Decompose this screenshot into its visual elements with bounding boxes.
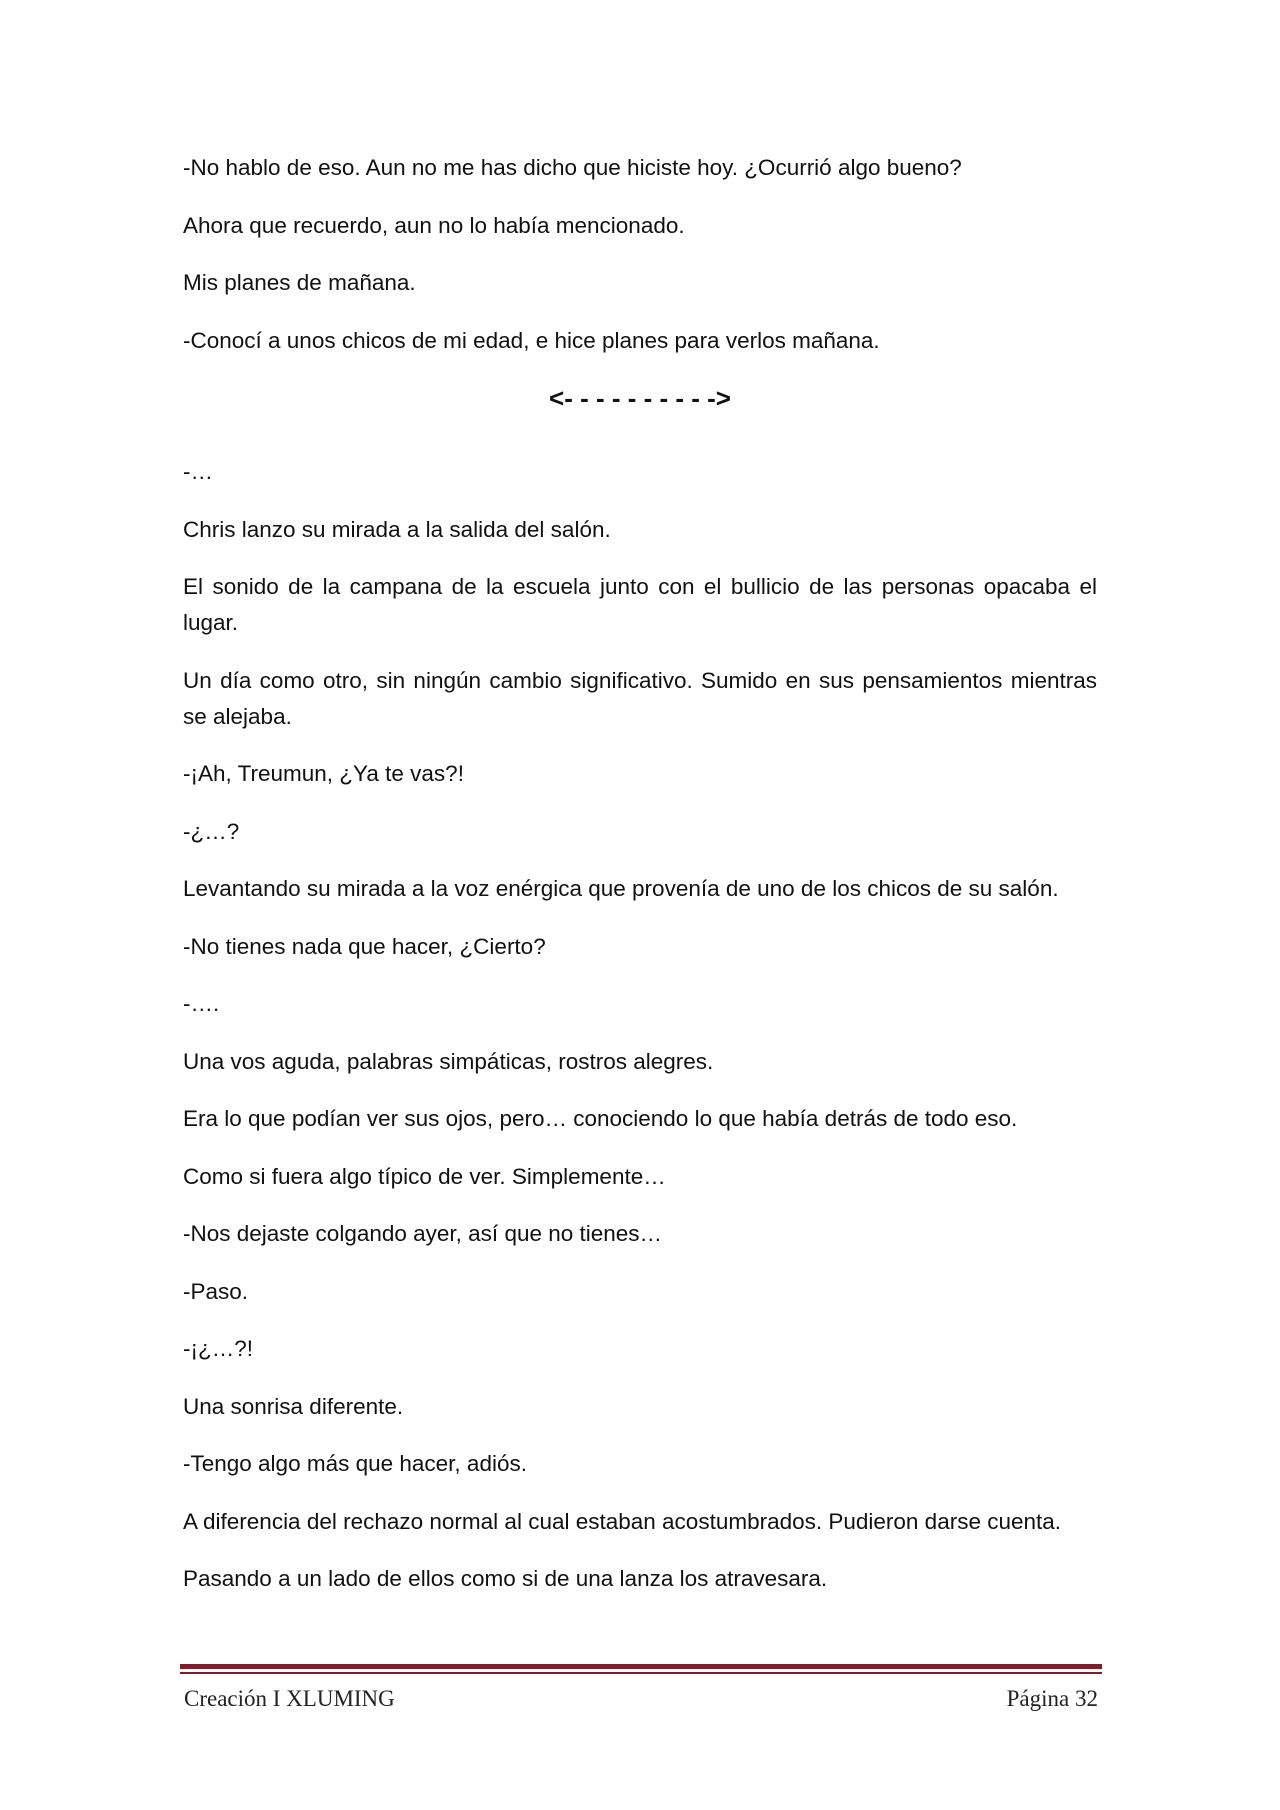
paragraph: Levantando su mirada a la voz enérgica que provenía de uno de los chicos de su salón. [183,876,1059,901]
paragraph: -No hablo de eso. Aun no me has dicho que hiciste hoy. ¿Ocurrió algo bueno? [183,155,962,180]
footer-text [180,1686,1102,1712]
footer-rule-thin [180,1672,1102,1674]
paragraph: Mis planes de mañana. [183,270,416,295]
paragraph: Chris lanzo su mirada a la salida del salón. [183,516,611,542]
footer-author: Creación I XLUMING [184,1686,395,1711]
paragraph: A diferencia del rechazo normal al cual estaban acostumbrados. Pudieron darse cuenta. [183,1508,1062,1534]
paragraph: -Tengo algo más que hacer, adiós. [183,1451,527,1476]
paragraph: Una sonrisa diferente. [183,1393,404,1419]
page-body [183,150,1097,1619]
paragraph: -Conocí a unos chicos de mi edad, e hice planes para verlos mañana. [183,327,880,353]
paragraph: -… [183,459,213,484]
paragraph: -…. [183,991,220,1016]
paragraph: -¡¿…?! [183,1336,253,1361]
paragraph: -Paso. [183,1278,249,1304]
footer-rule [180,1664,1102,1669]
paragraph: El sonido de la campana de la escuela junto con el bullicio de las personas opacaba el lugar. [183,574,1097,635]
paragraph: -Nos dejaste colgando ayer, así que no tienes… [183,1221,663,1246]
page-number: Página 32 [1006,1686,1098,1711]
paragraph: Como si fuera algo típico de ver. Simplemente… [183,1163,666,1189]
paragraph: Era lo que podían ver sus ojos, pero… conociendo lo que había detrás de todo eso. [183,1106,1018,1131]
page-footer [180,1664,1102,1712]
paragraph: Pasando a un lado de ellos como si de una lanza los atravesara. [183,1566,828,1591]
scene-break: <- - - - - - - - - -> [549,383,731,413]
paragraph: Ahora que recuerdo, aun no lo había mencionado. [183,212,685,238]
paragraph: -No tienes nada que hacer, ¿Cierto? [183,933,546,959]
paragraph: -¡Ah, Treumun, ¿Ya te vas?! [183,761,464,786]
paragraph: Una vos aguda, palabras simpáticas, rostros alegres. [183,1048,714,1074]
paragraph: -¿…? [183,818,240,844]
paragraph: Un día como otro, sin ningún cambio significativo. Sumido en sus pensamientos mientras se alejaba. [183,667,1097,729]
